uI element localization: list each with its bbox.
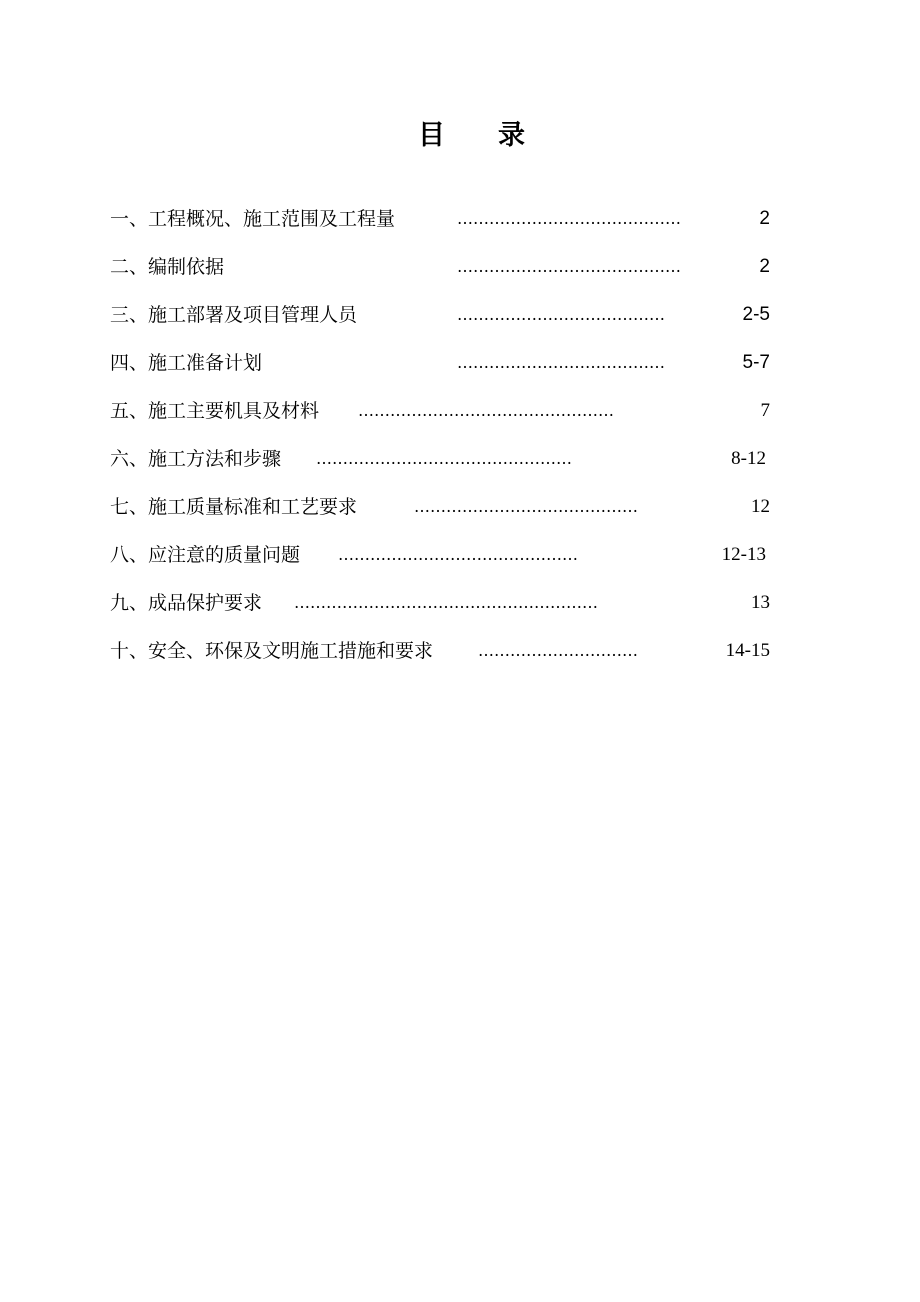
toc-entry[interactable] (0, 492, 920, 522)
toc-entry-page: 12-13 (721, 544, 766, 565)
toc-entry-leader: ………………………………………… (316, 449, 572, 468)
toc-entry-page: 2 (759, 208, 770, 229)
toc-entry[interactable] (0, 348, 920, 378)
toc-entry-page: 14-15 (725, 640, 770, 661)
toc-entry-label: 四、施工准备计划 (110, 352, 263, 374)
toc-entry[interactable] (0, 540, 920, 570)
toc-entry-label: 三、施工部署及项目管理人员 (110, 304, 358, 326)
toc-entry-page: 2-5 (742, 304, 770, 325)
toc-entry-label: 一、工程概况、施工范围及工程量 (110, 208, 396, 230)
toc-entry-label: 十、安全、环保及文明施工措施和要求 (110, 640, 434, 662)
toc-entry-page: 12 (751, 496, 770, 517)
title-char-2: 录 (498, 120, 525, 151)
page-title (0, 116, 920, 156)
toc-entry-leader: ………………………………………………… (294, 593, 598, 612)
toc-entry-leader: ……………………………………… (338, 545, 578, 564)
title-char-1: 目 (418, 120, 445, 151)
toc-entry-label: 二、编制依据 (110, 256, 225, 278)
toc-entry-leader: …………………………………… (457, 209, 681, 228)
toc-entry[interactable] (0, 636, 920, 666)
toc-entry-page: 2 (759, 256, 770, 277)
toc-entry-leader: …………………………………… (457, 257, 681, 276)
toc-entry[interactable] (0, 300, 920, 330)
toc-entry-leader: ………………………………… (457, 305, 665, 324)
toc-entry-leader: …………………………………… (414, 497, 638, 516)
toc-entry-page: 7 (760, 400, 770, 421)
toc-entry-page: 5-7 (742, 352, 770, 373)
toc-entry-label: 七、施工质量标准和工艺要求 (110, 496, 358, 518)
toc-entry[interactable] (0, 444, 920, 474)
toc-entry[interactable] (0, 204, 920, 234)
toc-entry-label: 八、应注意的质量问题 (110, 544, 301, 566)
toc-entry-leader: ………………………… (478, 641, 638, 660)
toc-entry-page: 13 (751, 592, 770, 613)
toc-entry[interactable] (0, 252, 920, 282)
toc-entry[interactable] (0, 396, 920, 426)
toc-entry-leader: ………………………………… (457, 353, 665, 372)
toc-entry[interactable] (0, 588, 920, 618)
toc-entry-label: 六、施工方法和步骤 (110, 448, 282, 470)
toc-entry-label: 九、成品保护要求 (110, 592, 263, 614)
toc-entry-page: 8-12 (731, 448, 766, 469)
toc-entry-label: 五、施工主要机具及材料 (110, 400, 320, 422)
toc-entry-leader: ………………………………………… (358, 401, 614, 420)
